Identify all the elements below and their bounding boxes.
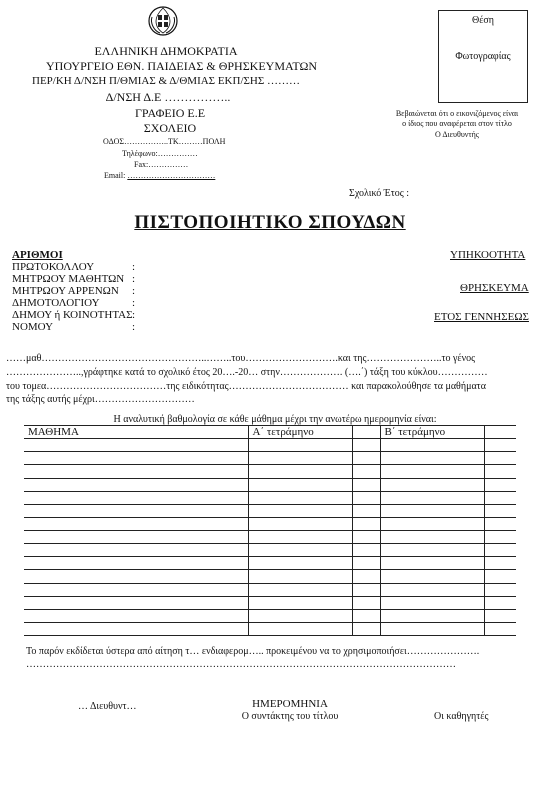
grades-row bbox=[24, 439, 516, 452]
grades-cell bbox=[380, 504, 484, 517]
grades-cell bbox=[380, 465, 484, 478]
grades-cell bbox=[352, 452, 380, 465]
grades-cell bbox=[24, 622, 248, 635]
number-municipality: ΔΗΜΟΥ ή ΚΟΙΝΟΤΗΤΑΣ bbox=[12, 309, 133, 321]
grades-cell bbox=[380, 491, 484, 504]
grades-cell bbox=[352, 609, 380, 622]
header-directorate: Δ/ΝΣΗ Δ.Ε …………….. bbox=[105, 90, 231, 104]
grades-cell bbox=[248, 531, 352, 544]
grades-cell bbox=[484, 544, 516, 557]
grades-row bbox=[24, 596, 516, 609]
grades-row bbox=[24, 622, 516, 635]
grades-cell bbox=[352, 491, 380, 504]
grades-cell bbox=[24, 609, 248, 622]
email-line bbox=[104, 171, 215, 180]
grades-row bbox=[24, 517, 516, 530]
colon-6: : bbox=[132, 321, 136, 333]
grades-cell bbox=[484, 517, 516, 530]
grades-cell bbox=[24, 517, 248, 530]
grades-cell bbox=[380, 622, 484, 635]
grades-cell bbox=[380, 596, 484, 609]
grades-cell bbox=[484, 491, 516, 504]
grades-row bbox=[24, 557, 516, 570]
grades-row bbox=[24, 531, 516, 544]
grades-cell bbox=[24, 570, 248, 583]
grades-row bbox=[24, 478, 516, 491]
grades-cell bbox=[352, 531, 380, 544]
phone-line: Τηλέφωνο:…………… bbox=[122, 149, 198, 158]
grades-row bbox=[24, 465, 516, 478]
grades-cell bbox=[248, 452, 352, 465]
grades-cell bbox=[24, 557, 248, 570]
header-term-a: Α΄ τετράμηνο bbox=[248, 426, 352, 439]
paragraph-line-3: του τομεα………………………………της ειδικότητας……………………………… και παρακολούθησε τα μαθήματα bbox=[6, 381, 486, 392]
photo-caption-line-1: Βεβαιώνεται ότι ο εικονιζόμενος είναι bbox=[395, 109, 519, 118]
grades-cell bbox=[380, 557, 484, 570]
colon-2: : bbox=[132, 273, 136, 285]
photo-placeholder-box bbox=[438, 10, 528, 103]
citizenship-field: ΥΠΗΚΟΟΤΗΤΑ bbox=[450, 249, 526, 261]
colon-3: : bbox=[132, 285, 136, 297]
colon-4: : bbox=[132, 297, 136, 309]
grades-cell bbox=[380, 544, 484, 557]
grades-cell bbox=[352, 570, 380, 583]
religion-field: ΘΡΗΣΚΕΥΜΑ bbox=[460, 282, 529, 294]
grades-header-row bbox=[24, 426, 516, 439]
grades-cell bbox=[380, 439, 484, 452]
grades-cell bbox=[24, 452, 248, 465]
grades-cell bbox=[484, 609, 516, 622]
grades-cell bbox=[248, 465, 352, 478]
school-year-label: Σχολικό Έτος : bbox=[349, 188, 409, 199]
issued-line: Το παρόν εκδίδεται ύστερα από αίτηση τ… ενδιαφερομ….. προκειμένου να το χρησιμοποιήσει…………………. bbox=[26, 646, 480, 657]
grades-cell bbox=[484, 557, 516, 570]
grades-cell bbox=[248, 517, 352, 530]
colon-5: : bbox=[132, 309, 136, 321]
grades-row bbox=[24, 544, 516, 557]
grades-cell bbox=[248, 491, 352, 504]
grades-cell bbox=[352, 439, 380, 452]
number-student-registry: ΜΗΤΡΩΟΥ ΜΑΘΗΤΩΝ bbox=[12, 273, 125, 285]
fax-line: Fax:…………… bbox=[134, 160, 189, 169]
email-label: Email: bbox=[104, 171, 126, 180]
number-male-registry: ΜΗΤΡΩΟΥ ΑΡΡΕΝΩΝ bbox=[12, 285, 119, 297]
grades-cell bbox=[24, 596, 248, 609]
grades-cell bbox=[248, 504, 352, 517]
grades-cell bbox=[248, 557, 352, 570]
greek-coat-of-arms-emblem bbox=[148, 5, 178, 37]
grades-cell bbox=[352, 583, 380, 596]
grades-cell bbox=[352, 622, 380, 635]
paragraph-line-2: …………………..,γράφτηκε κατά το σχολικό έτος 20….-20… στην………………. (….΄) τάξη του κύκλου…………… bbox=[6, 367, 488, 378]
grades-table bbox=[24, 425, 516, 636]
grades-cell bbox=[352, 517, 380, 530]
grades-cell bbox=[484, 452, 516, 465]
grades-cell bbox=[380, 570, 484, 583]
grades-cell bbox=[248, 544, 352, 557]
date-label: ΗΜΕΡΟΜΗΝΙΑ bbox=[252, 698, 328, 710]
number-protocol: ΠΡΩΤΟΚΟΛΛΟΥ bbox=[12, 261, 95, 273]
header-ministry: ΥΠΟΥΡΓΕΙΟ ΕΘΝ. ΠΑΙΔΕΙΑΣ & ΘΡΗΣΚΕΥΜΑΤΩΝ bbox=[46, 59, 318, 73]
grades-cell bbox=[24, 504, 248, 517]
number-prefecture: ΝΟΜΟΥ bbox=[12, 321, 54, 333]
grades-cell bbox=[484, 583, 516, 596]
grades-cell bbox=[484, 570, 516, 583]
grades-row bbox=[24, 570, 516, 583]
paragraph-line-4: της τάξης αυτής μέχρι………………………… bbox=[6, 394, 195, 405]
grades-cell bbox=[248, 596, 352, 609]
header-office: ΓΡΑΦΕΙΟ Ε.Ε bbox=[134, 106, 206, 120]
grades-cell bbox=[248, 583, 352, 596]
header-regional-directorate: ΠΕΡ/ΚΗ Δ/ΝΣΗ Π/ΘΜΙΑΣ & Δ/ΘΜΙΑΣ ΕΚΠ/ΣΗΣ ……… bbox=[32, 75, 300, 87]
grades-row bbox=[24, 491, 516, 504]
grades-cell bbox=[484, 504, 516, 517]
grades-cell bbox=[484, 478, 516, 491]
grades-cell bbox=[248, 478, 352, 491]
header-republic: ΕΛΛΗΝΙΚΗ ΔΗΜΟΚΡΑΤΙΑ bbox=[94, 44, 238, 58]
grades-row bbox=[24, 609, 516, 622]
grades-cell bbox=[484, 596, 516, 609]
number-municipal-roll: ΔΗΜΟΤΟΛΟΓΙΟΥ bbox=[12, 297, 100, 309]
grades-row bbox=[24, 452, 516, 465]
photo-caption-line-2: ο ίδιος που αναφέρεται στον τίτλο bbox=[402, 119, 512, 128]
photo-label-position: Θέση bbox=[471, 15, 495, 26]
grades-cell bbox=[380, 517, 484, 530]
grades-cell bbox=[484, 439, 516, 452]
grades-cell bbox=[24, 544, 248, 557]
grades-cell bbox=[352, 557, 380, 570]
grades-cell bbox=[24, 439, 248, 452]
email-value: …………………………… bbox=[127, 171, 216, 180]
grades-cell bbox=[352, 478, 380, 491]
paragraph-line-1: ……μαθ…………………………………………..……..του……………………….και της…………………..το γένος bbox=[6, 353, 476, 364]
address-line: ΟΔΟΣ……………..ΤΚ………ΠΟΛΗ bbox=[103, 137, 226, 146]
photo-label-photo: Φωτογραφίας bbox=[455, 51, 511, 62]
header-term-a-extra bbox=[352, 426, 380, 439]
grades-cell bbox=[380, 478, 484, 491]
teachers-label: Οι καθηγητές bbox=[434, 711, 489, 722]
header-term-b-extra bbox=[484, 426, 516, 439]
grades-cell bbox=[380, 609, 484, 622]
grades-cell bbox=[484, 531, 516, 544]
grades-cell bbox=[352, 465, 380, 478]
grades-cell bbox=[24, 478, 248, 491]
grades-cell bbox=[24, 465, 248, 478]
grades-intro: Η αναλυτική βαθμολογία σε κάθε μάθημα μέχρι την ανωτέρω ημερομηνία είναι: bbox=[113, 414, 437, 425]
numbers-heading: ΑΡΙΘΜΟΙ bbox=[12, 249, 63, 261]
header-school: ΣΧΟΛΕΙΟ bbox=[143, 121, 197, 135]
grades-row bbox=[24, 504, 516, 517]
grades-cell bbox=[352, 544, 380, 557]
grades-cell bbox=[484, 622, 516, 635]
grades-cell bbox=[484, 465, 516, 478]
grades-cell bbox=[248, 570, 352, 583]
issued-dots-line: ………………………………………………………………………………………………………………… bbox=[26, 659, 456, 670]
grades-cell bbox=[248, 622, 352, 635]
grades-row bbox=[24, 583, 516, 596]
director-signature-label: … Διευθυντ… bbox=[78, 701, 137, 712]
grades-cell bbox=[24, 491, 248, 504]
grades-cell bbox=[380, 531, 484, 544]
grades-cell bbox=[24, 531, 248, 544]
birth-year-field: ΕΤΟΣ ΓΕΝΝΗΣΕΩΣ bbox=[434, 311, 529, 323]
grades-cell bbox=[352, 504, 380, 517]
photo-caption-director: Ο Διευθυντής bbox=[435, 130, 479, 139]
grades-cell bbox=[24, 583, 248, 596]
grades-cell bbox=[248, 439, 352, 452]
header-subject: ΜΑΘΗΜΑ bbox=[24, 426, 248, 439]
grades-cell bbox=[380, 583, 484, 596]
grades-cell bbox=[248, 609, 352, 622]
certificate-title: ΠΙΣΤΟΠΟΙΗΤΙΚΟ ΣΠΟΥΔΩΝ bbox=[134, 212, 406, 233]
grades-cell bbox=[380, 452, 484, 465]
grades-cell bbox=[352, 596, 380, 609]
header-term-b: Β΄ τετράμηνο bbox=[380, 426, 484, 439]
colon-1: : bbox=[132, 261, 136, 273]
author-label: Ο συντάκτης του τίτλου bbox=[241, 711, 339, 722]
